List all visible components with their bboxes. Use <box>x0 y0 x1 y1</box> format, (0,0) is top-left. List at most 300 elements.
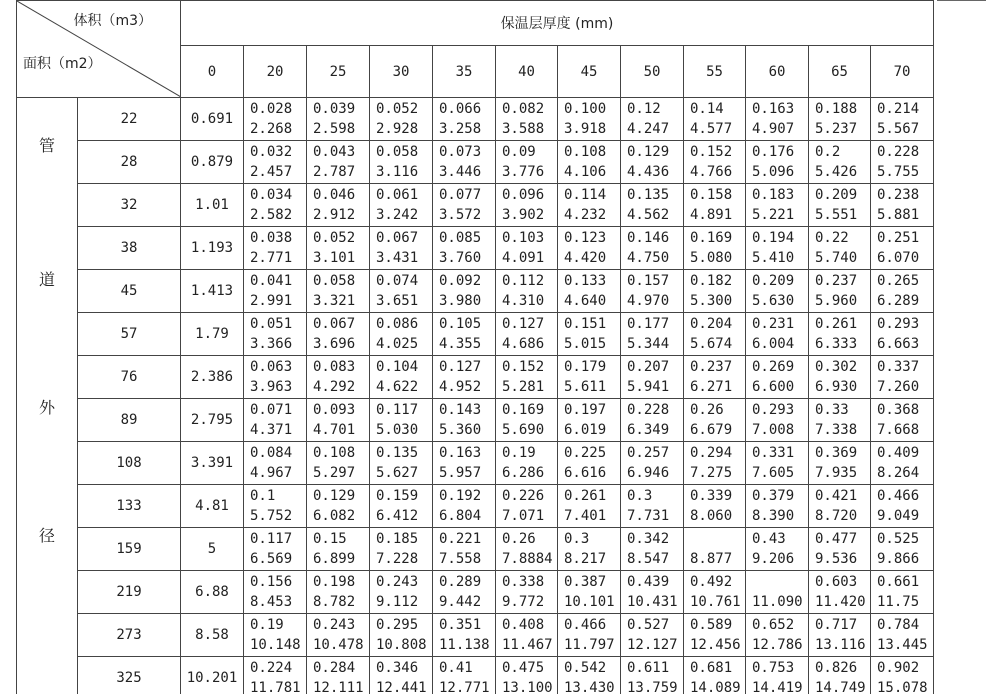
value-cell <box>433 399 496 442</box>
surface-value: 13.100 <box>502 680 553 694</box>
table-row <box>17 657 934 694</box>
volume-value: 0.231 <box>752 316 795 332</box>
value-cell <box>684 356 746 399</box>
area-value: 4.81 <box>181 485 244 528</box>
volume-value: 0.169 <box>690 230 733 246</box>
value-cell <box>496 528 558 571</box>
surface-value: 6.289 <box>877 293 920 309</box>
area-value: 2.795 <box>181 399 244 442</box>
volume-value: 0.14 <box>690 101 724 117</box>
thickness-header-9: 60 <box>746 46 809 98</box>
surface-value: 5.030 <box>376 422 419 438</box>
surface-value: 7.338 <box>815 422 858 438</box>
value-cell <box>684 657 746 694</box>
surface-value: 5.344 <box>627 336 670 352</box>
volume-value: 0.135 <box>376 445 419 461</box>
volume-value: 0.159 <box>376 488 419 504</box>
volume-value: 0.466 <box>877 488 920 504</box>
volume-value: 0.074 <box>376 273 419 289</box>
surface-value: 4.622 <box>376 379 419 395</box>
surface-value: 6.804 <box>439 508 482 524</box>
volume-value: 0.151 <box>564 316 607 332</box>
value-cell <box>746 614 809 657</box>
surface-value: 5.627 <box>376 465 419 481</box>
surface-value: 12.111 <box>313 680 364 694</box>
surface-value: 2.598 <box>313 121 356 137</box>
surface-value: 7.008 <box>752 422 795 438</box>
surface-value: 9.206 <box>752 551 795 567</box>
thickness-header-8: 55 <box>684 46 746 98</box>
value-cell <box>621 442 684 485</box>
value-cell <box>809 571 871 614</box>
volume-value: 0.243 <box>376 574 419 590</box>
value-cell <box>433 184 496 227</box>
value-cell <box>746 184 809 227</box>
surface-value: 9.536 <box>815 551 858 567</box>
volume-value: 0.295 <box>376 617 419 633</box>
surface-value: 3.918 <box>564 121 607 137</box>
value-cell <box>746 141 809 184</box>
surface-value: 4.967 <box>250 465 293 481</box>
surface-value: 3.116 <box>376 164 419 180</box>
volume-value: 0.133 <box>564 273 607 289</box>
surface-value: 6.616 <box>564 465 607 481</box>
table-row <box>17 571 934 614</box>
surface-value: 2.771 <box>250 250 293 266</box>
pipe-diameter: 159 <box>78 528 181 571</box>
surface-value: 6.930 <box>815 379 858 395</box>
value-cell <box>370 270 433 313</box>
surface-value: 8.453 <box>250 594 293 610</box>
value-cell <box>558 485 621 528</box>
volume-value: 0.103 <box>502 230 545 246</box>
value-cell <box>621 184 684 227</box>
surface-value: 3.963 <box>250 379 293 395</box>
table-row <box>17 313 934 356</box>
volume-value: 0.269 <box>752 359 795 375</box>
area-value: 0.691 <box>181 98 244 141</box>
surface-value: 12.456 <box>690 637 741 653</box>
value-cell <box>871 571 934 614</box>
volume-value: 0.066 <box>439 101 482 117</box>
surface-value: 5.080 <box>690 250 733 266</box>
surface-value: 3.366 <box>250 336 293 352</box>
volume-value: 0.221 <box>439 531 482 547</box>
thickness-header-0: 0 <box>181 46 244 98</box>
value-cell <box>684 313 746 356</box>
area-value: 5 <box>181 528 244 571</box>
value-cell <box>871 184 934 227</box>
value-cell <box>433 141 496 184</box>
volume-value: 0.146 <box>627 230 670 246</box>
pipe-diameter: 38 <box>78 227 181 270</box>
value-cell <box>244 184 307 227</box>
area-value: 3.391 <box>181 442 244 485</box>
value-cell <box>746 528 809 571</box>
value-cell <box>621 571 684 614</box>
value-cell <box>809 657 871 694</box>
volume-value: 0.525 <box>877 531 920 547</box>
volume-value: 0.182 <box>690 273 733 289</box>
volume-value: 0.387 <box>564 574 607 590</box>
surface-value: 12.441 <box>376 680 427 694</box>
surface-value: 6.019 <box>564 422 607 438</box>
volume-value: 0.226 <box>502 488 545 504</box>
value-cell <box>244 313 307 356</box>
table-row <box>17 614 934 657</box>
volume-value: 0.261 <box>815 316 858 332</box>
value-cell <box>496 485 558 528</box>
volume-value: 0.052 <box>376 101 419 117</box>
value-cell <box>433 571 496 614</box>
volume-value: 0.681 <box>690 660 733 676</box>
volume-value: 0.293 <box>877 316 920 332</box>
surface-value: 6.412 <box>376 508 419 524</box>
value-cell <box>496 270 558 313</box>
surface-value: 5.960 <box>815 293 858 309</box>
volume-value: 0.188 <box>815 101 858 117</box>
value-cell <box>370 141 433 184</box>
value-cell <box>809 614 871 657</box>
surface-value: 8.782 <box>313 594 356 610</box>
value-cell <box>433 528 496 571</box>
table-row <box>17 98 934 141</box>
volume-value: 0.209 <box>752 273 795 289</box>
value-cell <box>370 528 433 571</box>
surface-value: 4.436 <box>627 164 670 180</box>
value-cell <box>871 98 934 141</box>
value-cell <box>307 399 370 442</box>
value-cell <box>370 98 433 141</box>
surface-value: 6.663 <box>877 336 920 352</box>
area-value: 10.201 <box>181 657 244 694</box>
volume-value: 0.717 <box>815 617 858 633</box>
volume-value: 0.237 <box>815 273 858 289</box>
thickness-header-10: 65 <box>809 46 871 98</box>
value-cell <box>496 98 558 141</box>
surface-value: 5.567 <box>877 121 920 137</box>
surface-value: 14.749 <box>815 680 866 694</box>
surface-value: 14.419 <box>752 680 803 694</box>
surface-value: 6.899 <box>313 551 356 567</box>
surface-value: 7.8884 <box>502 551 553 567</box>
surface-value: 5.297 <box>313 465 356 481</box>
volume-value: 0.108 <box>564 144 607 160</box>
surface-value: 4.025 <box>376 336 419 352</box>
value-cell <box>684 184 746 227</box>
surface-value: 5.360 <box>439 422 482 438</box>
pipe-diameter: 76 <box>78 356 181 399</box>
surface-value: 3.572 <box>439 207 482 223</box>
volume-value: 0.284 <box>313 660 356 676</box>
value-cell <box>871 227 934 270</box>
value-cell <box>746 657 809 694</box>
volume-value: 0.527 <box>627 617 670 633</box>
volume-value: 0.156 <box>250 574 293 590</box>
value-cell <box>809 442 871 485</box>
pipe-diameter: 28 <box>78 141 181 184</box>
surface-value: 5.881 <box>877 207 920 223</box>
surface-value: 11.138 <box>439 637 490 653</box>
volume-value: 0.33 <box>815 402 849 418</box>
surface-value: 11.781 <box>250 680 301 694</box>
surface-value: 4.562 <box>627 207 670 223</box>
surface-value: 5.740 <box>815 250 858 266</box>
surface-value: 13.430 <box>564 680 615 694</box>
volume-value: 0.294 <box>690 445 733 461</box>
volume-value: 0.061 <box>376 187 419 203</box>
surface-value: 4.247 <box>627 121 670 137</box>
value-cell <box>558 399 621 442</box>
pipe-diameter: 45 <box>78 270 181 313</box>
value-cell <box>746 485 809 528</box>
insulation-table-sheet <box>16 0 937 694</box>
value-cell <box>558 270 621 313</box>
surface-value: 11.090 <box>752 594 803 610</box>
volume-value: 0.085 <box>439 230 482 246</box>
volume-value: 0.43 <box>752 531 786 547</box>
pipe-diameter: 32 <box>78 184 181 227</box>
value-cell <box>496 614 558 657</box>
surface-value: 15.078 <box>877 680 928 694</box>
value-cell <box>746 399 809 442</box>
value-cell <box>244 485 307 528</box>
table-row <box>17 442 934 485</box>
side-label-char: 道 <box>38 270 55 289</box>
value-cell <box>621 399 684 442</box>
surface-value: 3.431 <box>376 250 419 266</box>
volume-value <box>690 529 745 549</box>
surface-value: 5.015 <box>564 336 607 352</box>
volume-value: 0.157 <box>627 273 670 289</box>
surface-value: 5.752 <box>250 508 293 524</box>
value-cell <box>558 442 621 485</box>
surface-value: 3.902 <box>502 207 545 223</box>
value-cell <box>370 399 433 442</box>
volume-value: 0.192 <box>439 488 482 504</box>
surface-value: 4.640 <box>564 293 607 309</box>
surface-value: 11.797 <box>564 637 615 653</box>
table-row <box>17 141 934 184</box>
value-cell <box>746 313 809 356</box>
value-cell <box>746 98 809 141</box>
value-cell <box>244 141 307 184</box>
volume-value: 0.135 <box>627 187 670 203</box>
surface-value: 6.271 <box>690 379 733 395</box>
area-value: 1.193 <box>181 227 244 270</box>
surface-value: 2.991 <box>250 293 293 309</box>
volume-value: 0.342 <box>627 531 670 547</box>
value-cell <box>746 442 809 485</box>
surface-value: 7.605 <box>752 465 795 481</box>
surface-value: 4.577 <box>690 121 733 137</box>
value-cell <box>871 485 934 528</box>
volume-value: 0.3 <box>627 488 653 504</box>
surface-value: 9.049 <box>877 508 920 524</box>
volume-value: 0.179 <box>564 359 607 375</box>
value-cell <box>558 356 621 399</box>
surface-value: 5.755 <box>877 164 920 180</box>
surface-value: 11.420 <box>815 594 866 610</box>
value-cell <box>307 614 370 657</box>
volume-value: 0.082 <box>502 101 545 117</box>
surface-value: 5.957 <box>439 465 482 481</box>
area-value: 1.01 <box>181 184 244 227</box>
surface-value: 6.349 <box>627 422 670 438</box>
value-cell <box>746 356 809 399</box>
surface-value: 2.268 <box>250 121 293 137</box>
volume-value: 0.197 <box>564 402 607 418</box>
volume-value: 0.603 <box>815 574 858 590</box>
table-row <box>17 356 934 399</box>
volume-value: 0.073 <box>439 144 482 160</box>
value-cell <box>809 98 871 141</box>
side-label-char: 管 <box>38 136 55 155</box>
surface-value: 5.690 <box>502 422 545 438</box>
surface-value: 3.242 <box>376 207 419 223</box>
value-cell <box>370 571 433 614</box>
volume-value: 0.046 <box>313 187 356 203</box>
volume-value: 0.058 <box>376 144 419 160</box>
value-cell <box>244 399 307 442</box>
value-cell <box>244 614 307 657</box>
value-cell <box>558 184 621 227</box>
surface-value: 10.478 <box>313 637 364 653</box>
pipe-diameter: 325 <box>78 657 181 694</box>
surface-value: 12.771 <box>439 680 490 694</box>
value-cell <box>621 614 684 657</box>
surface-value: 5.221 <box>752 207 795 223</box>
pipe-diameter: 108 <box>78 442 181 485</box>
value-cell <box>370 356 433 399</box>
surface-value: 6.004 <box>752 336 795 352</box>
surface-value: 7.275 <box>690 465 733 481</box>
value-cell <box>621 227 684 270</box>
value-cell <box>496 227 558 270</box>
value-cell <box>307 141 370 184</box>
value-cell <box>307 184 370 227</box>
surface-value: 6.070 <box>877 250 920 266</box>
top-rule <box>937 0 986 1</box>
surface-value: 5.426 <box>815 164 858 180</box>
surface-value: 7.668 <box>877 422 920 438</box>
volume-value: 0.084 <box>250 445 293 461</box>
volume-value: 0.408 <box>502 617 545 633</box>
volume-value: 0.129 <box>627 144 670 160</box>
value-cell <box>244 98 307 141</box>
volume-value: 0.542 <box>564 660 607 676</box>
surface-value: 10.808 <box>376 637 427 653</box>
volume-value: 0.092 <box>439 273 482 289</box>
value-cell <box>809 184 871 227</box>
surface-value: 6.600 <box>752 379 795 395</box>
surface-value: 4.420 <box>564 250 607 266</box>
value-cell <box>684 528 746 571</box>
volume-value: 0.152 <box>502 359 545 375</box>
volume-value: 0.369 <box>815 445 858 461</box>
value-cell <box>370 184 433 227</box>
volume-value: 0.034 <box>250 187 293 203</box>
surface-value: 6.946 <box>627 465 670 481</box>
value-cell <box>684 399 746 442</box>
value-cell <box>496 184 558 227</box>
value-cell <box>244 442 307 485</box>
value-cell <box>496 313 558 356</box>
volume-value: 0.224 <box>250 660 293 676</box>
volume-value: 0.2 <box>815 144 841 160</box>
surface-value: 7.558 <box>439 551 482 567</box>
surface-value: 4.355 <box>439 336 482 352</box>
value-cell <box>433 614 496 657</box>
thickness-header-5: 40 <box>496 46 558 98</box>
surface-value: 3.760 <box>439 250 482 266</box>
surface-value: 3.696 <box>313 336 356 352</box>
surface-value: 4.891 <box>690 207 733 223</box>
value-cell <box>746 571 809 614</box>
surface-value: 4.701 <box>313 422 356 438</box>
table-row <box>17 485 934 528</box>
thickness-header-11: 70 <box>871 46 934 98</box>
volume-value: 0.114 <box>564 187 607 203</box>
volume-value: 0.198 <box>313 574 356 590</box>
surface-value: 6.333 <box>815 336 858 352</box>
surface-value: 9.772 <box>502 594 545 610</box>
surface-value: 4.750 <box>627 250 670 266</box>
volume-value: 0.251 <box>877 230 920 246</box>
pipe-diameter: 57 <box>78 313 181 356</box>
volume-value: 0.293 <box>752 402 795 418</box>
value-cell <box>307 571 370 614</box>
value-cell <box>433 356 496 399</box>
surface-value: 7.401 <box>564 508 607 524</box>
surface-value: 3.101 <box>313 250 356 266</box>
value-cell <box>871 313 934 356</box>
volume-value: 0.346 <box>376 660 419 676</box>
surface-value: 2.582 <box>250 207 293 223</box>
volume-value: 0.067 <box>376 230 419 246</box>
volume-value: 0.100 <box>564 101 607 117</box>
volume-value: 0.225 <box>564 445 607 461</box>
thickness-title: 保温层厚度 (mm) <box>181 1 934 46</box>
value-cell <box>558 141 621 184</box>
value-cell <box>621 485 684 528</box>
thickness-header-7: 50 <box>621 46 684 98</box>
volume-value: 0.096 <box>502 187 545 203</box>
thickness-header-1: 20 <box>244 46 307 98</box>
surface-value: 4.292 <box>313 379 356 395</box>
volume-value: 0.093 <box>313 402 356 418</box>
value-cell <box>684 442 746 485</box>
area-value: 6.88 <box>181 571 244 614</box>
value-cell <box>433 98 496 141</box>
surface-value: 6.082 <box>313 508 356 524</box>
value-cell <box>621 270 684 313</box>
value-cell <box>809 313 871 356</box>
insulation-table <box>16 0 934 694</box>
value-cell <box>809 270 871 313</box>
volume-value: 0.421 <box>815 488 858 504</box>
volume-value: 0.117 <box>250 531 293 547</box>
value-cell <box>871 141 934 184</box>
volume-label: 体积（m3） <box>73 13 152 29</box>
volume-value: 0.228 <box>877 144 920 160</box>
surface-value: 5.630 <box>752 293 795 309</box>
volume-value: 0.143 <box>439 402 482 418</box>
area-value: 1.79 <box>181 313 244 356</box>
value-cell <box>496 571 558 614</box>
side-label <box>17 98 78 694</box>
surface-value: 4.091 <box>502 250 545 266</box>
